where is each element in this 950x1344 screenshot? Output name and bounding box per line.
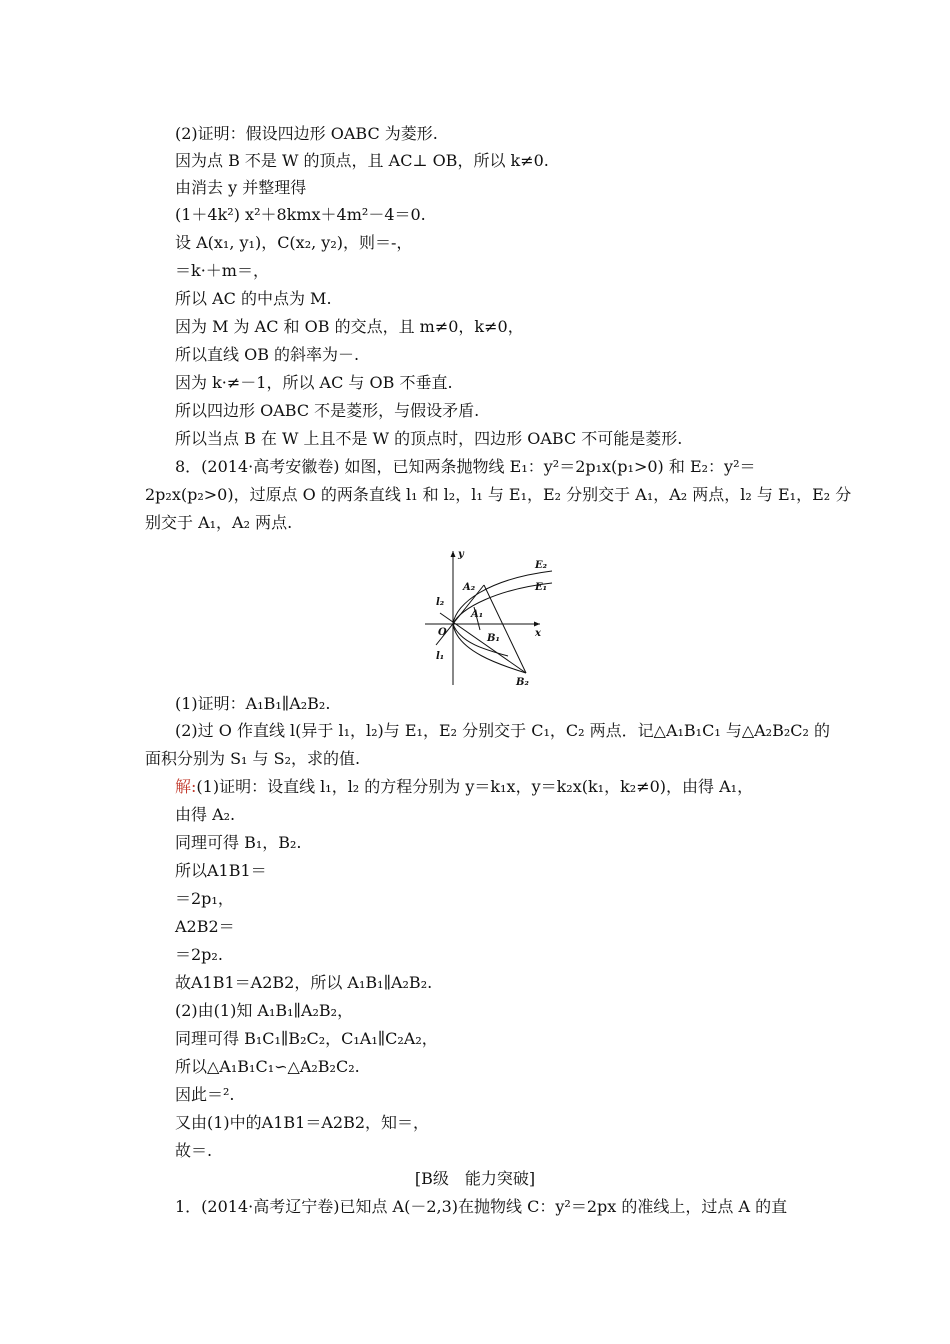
a1-label: A₁ [471, 609, 484, 620]
text-line: 因为 M 为 AC 和 OB 的交点，且 m≠0，k≠0， [175, 317, 524, 336]
question-line: (1)证明：A₁B₁∥A₂B₂. [175, 694, 331, 713]
solution-line: 同理可得 B₁C₁∥B₂C₂，C₁A₁∥C₂A₂， [175, 1029, 438, 1048]
l2-label: l₂ [436, 597, 445, 608]
x-axis-label: x [535, 628, 541, 639]
e1-label: E₁ [535, 582, 548, 593]
solution-line: A2B2＝ [175, 917, 235, 936]
text-line: 设 A(x₁, y₁)，C(x₂, y₂)，则＝-， [175, 233, 413, 252]
text-line: (1＋4k²) x²＋8kmx＋4m²－4＝0. [175, 205, 426, 224]
origin-label: O [438, 627, 447, 638]
solution-line: 故＝. [175, 1141, 213, 1160]
text-line: 所以 AC 的中点为 M. [175, 289, 332, 308]
text-line: 因为点 B 不是 W 的顶点，且 AC⊥ OB，所以 k≠0. [175, 151, 549, 170]
problem-8-line: 别交于 A₁，A₂ 两点. [145, 513, 293, 532]
text-line: 所以当点 B 在 W 上且不是 W 的顶点时，四边形 OABC 不可能是菱形. [175, 429, 683, 448]
a2-label: A₂ [463, 582, 476, 593]
text-line: 所以四边形 OABC 不是菱形，与假设矛盾. [175, 401, 480, 420]
parabola-figure [420, 545, 560, 690]
l1-label: l₁ [436, 651, 445, 662]
e2-label: E₂ [535, 560, 548, 571]
solution-line: 又由(1)中的A1B1＝A2B2，知＝， [175, 1113, 430, 1132]
question-line: (2)过 O 作直线 l(异于 l₁，l₂)与 E₁，E₂ 分别交于 C₁，C₂ 两点．记△A₁B₁C₁ 与△A₂B₂C₂ 的 [175, 721, 831, 740]
section-heading: [B级 能力突破] [414, 1169, 536, 1188]
b2-label: B₂ [516, 677, 529, 688]
solution-text: (1)证明：设直线 l₁，l₂ 的方程分别为 y＝k₁x，y＝k₂x(k₁，k₂≠0)，由得 A₁， [196, 777, 754, 796]
text-line: 因为 k·≠－1，所以 AC 与 OB 不垂直. [175, 373, 453, 392]
solution-line: 由得 A₂. [175, 805, 236, 824]
solution-line: ＝2p₁， [175, 889, 234, 908]
problem-8-line: 8．(2014·高考安徽卷) 如图，已知两条抛物线 E₁：y²＝2p₁x(p₁>0) 和 E₂：y²＝ [175, 457, 756, 476]
solution-line: 同理可得 B₁，B₂. [175, 833, 302, 852]
problem-1-line: 1．(2014·高考辽宁卷)已知点 A(－2,3)在抛物线 C：y²＝2px 的准线上，过点 A 的直 [175, 1197, 788, 1216]
solution-line: 所以A1B1＝ [175, 861, 267, 880]
solution-label: 解: [175, 777, 197, 796]
text-line: 由消去 y 并整理得 [175, 178, 307, 197]
text-line: ＝k·＋m＝， [175, 261, 269, 280]
problem-8-line: 2p₂x(p₂>0)，过原点 O 的两条直线 l₁ 和 l₂，l₁ 与 E₁，E₂ 分别交于 A₁，A₂ 两点，l₂ 与 E₁，E₂ 分 [145, 485, 852, 504]
text-line: (2)证明：假设四边形 OABC 为菱形. [175, 124, 438, 143]
solution-line: 所以△A₁B₁C₁∽△A₂B₂C₂. [175, 1057, 360, 1076]
solution-line: (2)由(1)知 A₁B₁∥A₂B₂， [175, 1001, 354, 1020]
text-line: 所以直线 OB 的斜率为－. [175, 345, 360, 364]
solution-first-line [175, 777, 753, 797]
b1-label: B₁ [487, 633, 500, 644]
solution-line: ＝2p₂. [175, 945, 223, 964]
y-axis-label: y [458, 549, 464, 560]
solution-line: 因此＝². [175, 1085, 235, 1104]
solution-line: 故A1B1＝A2B2，所以 A₁B₁∥A₂B₂. [175, 973, 433, 992]
question-line: 面积分别为 S₁ 与 S₂，求的值. [145, 749, 361, 768]
